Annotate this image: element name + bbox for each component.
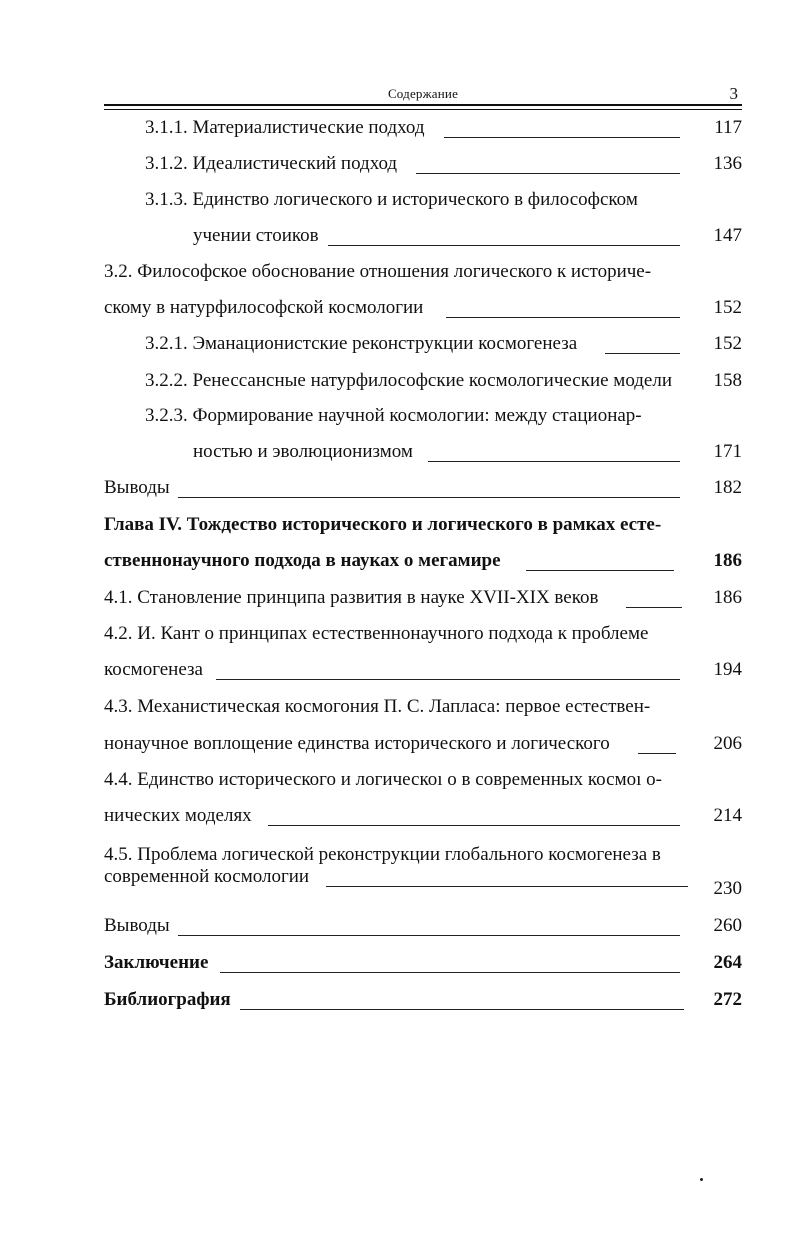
toc-chapter-entry	[0, 985, 798, 1015]
toc-page-number: 117	[714, 117, 742, 138]
toc-entry	[0, 437, 798, 467]
toc-entry	[0, 257, 798, 287]
toc-leader-line	[526, 570, 674, 571]
toc-entry	[0, 293, 798, 323]
toc-entry-text: 4.5. Проблема логической реконструкции глобального космогенеза в	[104, 844, 661, 865]
toc-entry	[0, 911, 798, 941]
toc-entry	[0, 221, 798, 251]
toc-page-number: 264	[713, 952, 742, 973]
page-header	[104, 86, 742, 106]
toc-page-number: 272	[713, 989, 742, 1010]
toc-leader-line	[416, 173, 680, 174]
toc-entry-text: 4.4. Единство исторического и логическоı о в современных космоı о-	[104, 769, 662, 790]
toc-entry-text: учении стоиков	[193, 225, 319, 246]
toc-leader-line	[268, 825, 680, 826]
toc-page-number: 230	[713, 878, 742, 899]
toc-entry	[0, 729, 798, 759]
toc-entry-text: 3.1.2. Идеалистический подход	[145, 153, 398, 174]
toc-leader-line	[240, 1009, 684, 1010]
toc-leader-line	[220, 972, 680, 973]
toc-entry-text: 3.1.3. Единство логического и исторического в философском	[145, 189, 638, 210]
toc-page-number: 214	[713, 805, 742, 826]
toc-entry	[0, 583, 798, 613]
toc-entry-text: Глава IV. Тождество исторического и логического в рамках есте-	[104, 514, 662, 535]
toc-entry-text: Заключение	[104, 952, 209, 973]
toc-entry	[0, 149, 798, 179]
toc-entry-text: современной космологии	[104, 866, 310, 887]
toc-page-number: 186	[713, 550, 742, 571]
toc-entry-text: 4.2. И. Кант о принципах естественнонаучного подхода к проблеме	[104, 623, 649, 644]
toc-page-number: 152	[713, 333, 742, 354]
toc-entry-text: Выводы	[104, 477, 170, 498]
toc-entry-text: нонаучное воплощение единства исторического и логического	[104, 733, 610, 754]
toc-page-number: 171	[713, 441, 742, 462]
toc-entry-text: 4.1. Становление принципа развития в науке XVII-XIX веков	[104, 587, 599, 608]
toc-entry	[0, 619, 798, 649]
toc-entry-text: 3.2. Философское обоснование отношения логического к историче-	[104, 261, 652, 282]
toc-entry	[0, 366, 798, 396]
toc-entry	[0, 801, 798, 831]
toc-entry	[0, 862, 798, 899]
scan-speck	[700, 1178, 703, 1181]
toc-entry-text: 3.2.3. Формирование научной космологии: между стационар-	[145, 405, 642, 426]
toc-entry-text: 4.3. Механистическая космогония П. С. Лапласа: первое естествен-	[104, 696, 651, 717]
toc-leader-line	[178, 935, 680, 936]
toc-chapter-entry	[0, 510, 798, 540]
toc-page-number: 158	[713, 370, 742, 391]
toc-page-number: 206	[713, 733, 742, 754]
toc-entry-text: скому в натурфилософской космологии	[104, 297, 424, 318]
toc-page-number: 186	[713, 587, 742, 608]
toc-page-number: 136	[713, 153, 742, 174]
toc-page-number: 260	[713, 915, 742, 936]
toc-leader-line	[328, 245, 680, 246]
toc-chapter-entry	[0, 948, 798, 978]
toc-entry-text: 3.2.2. Ренессансные натурфилософские космологические модели	[145, 370, 673, 391]
toc-entry-text: ственнонаучного подхода в науках о мегамире	[104, 550, 501, 571]
toc-entry-text: нических моделях	[104, 805, 252, 826]
toc-leader-line	[605, 353, 680, 354]
toc-leader-line	[446, 317, 680, 318]
header-rule-thin	[104, 109, 742, 110]
toc-entry	[0, 401, 798, 431]
toc-entry-text: Библиография	[104, 989, 231, 1010]
toc-entry	[0, 185, 798, 215]
toc-entry-text: космогенеза	[104, 659, 203, 680]
toc-page-number: 182	[713, 477, 742, 498]
toc-entry-text: 3.2.1. Эманационистские реконструкции космогенеза	[145, 333, 578, 354]
toc-entry	[0, 473, 798, 503]
page-number: 3	[729, 84, 738, 103]
toc-leader-line	[178, 497, 680, 498]
toc-leader-line	[444, 137, 680, 138]
header-rule-thick	[104, 104, 742, 106]
toc-entry	[0, 655, 798, 685]
toc-entry	[0, 329, 798, 359]
toc-page-number: 194	[713, 659, 742, 680]
toc-leader-line	[326, 886, 688, 887]
toc-entry-text: ностью и эволюционизмом	[193, 441, 413, 462]
running-header-title: Содержание	[387, 86, 459, 101]
toc-page-number: 147	[713, 225, 742, 246]
toc-entry-text: 3.1.1. Материалистические подход	[145, 117, 425, 138]
toc-leader-line	[638, 753, 676, 754]
toc-leader-line	[216, 679, 680, 680]
toc-entry	[0, 113, 798, 143]
toc-leader-line	[626, 607, 682, 608]
toc-page-number: 152	[713, 297, 742, 318]
toc-leader-line	[428, 461, 680, 462]
toc-entry	[0, 765, 798, 795]
toc-entry-text: Выводы	[104, 915, 170, 936]
toc-chapter-entry	[0, 546, 798, 576]
toc-entry	[0, 692, 798, 722]
